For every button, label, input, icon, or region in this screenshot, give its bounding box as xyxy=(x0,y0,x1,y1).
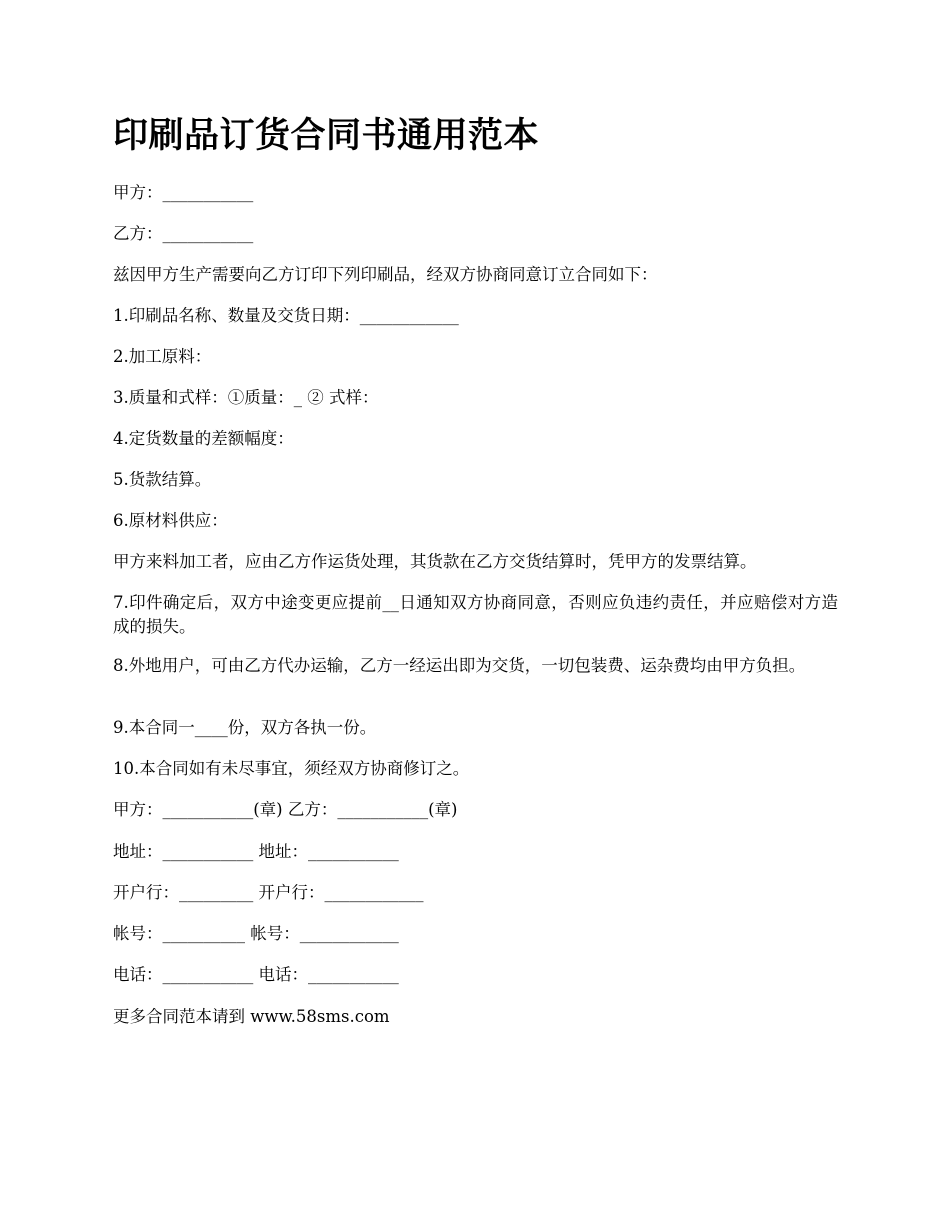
clause-3: 3.质量和式样：①质量：_ ② 式样： xyxy=(113,388,379,407)
clause-7: 7.印件确定后，双方中途变更应提前__日通知双方协商同意，否则应负违约责任，并应赔偿对方造成的损失。 xyxy=(113,593,838,636)
document-title: 印刷品订货合同书通用范本 xyxy=(113,115,540,156)
footer-link-line: 更多合同范本请到 www.58sms.com xyxy=(113,1007,390,1026)
clause-9: 9.本合同一____份，双方各执一份。 xyxy=(113,718,377,737)
clause-5: 5.货款结算。 xyxy=(113,470,212,489)
clause-10: 10.本合同如有未尽事宜，须经双方协商修订之。 xyxy=(113,759,470,778)
clause-8: 8.外地用户，可由乙方代办运输，乙方一经运出即为交货，一切包装费、运杂费均由甲方负担。 xyxy=(113,656,806,675)
clause-6: 6.原材料供应： xyxy=(113,511,228,530)
clause-6-detail: 甲方来料加工者，应由乙方作运货处理，其货款在乙方交货结算时，凭甲方的发票结算。 xyxy=(113,552,757,571)
clause-2: 2.加工原料： xyxy=(113,347,212,366)
clause-1: 1.印刷品名称、数量及交货日期：____________ xyxy=(113,306,459,325)
party-b-line: 乙方：___________ xyxy=(113,224,254,243)
account-line: 帐号：__________ 帐号：____________ xyxy=(113,924,399,943)
phone-line: 电话：___________ 电话：___________ xyxy=(113,965,399,984)
bank-line: 开户行：_________ 开户行：____________ xyxy=(113,883,424,902)
clause-4: 4.定货数量的差额幅度： xyxy=(113,429,294,448)
preamble-paragraph: 兹因甲方生产需要向乙方订印下列印刷品，经双方协商同意订立合同如下： xyxy=(113,265,658,284)
address-line: 地址：___________ 地址：___________ xyxy=(113,842,399,861)
party-a-line: 甲方：___________ xyxy=(113,183,254,202)
signature-line: 甲方：___________(章) 乙方：___________(章) xyxy=(113,800,458,819)
